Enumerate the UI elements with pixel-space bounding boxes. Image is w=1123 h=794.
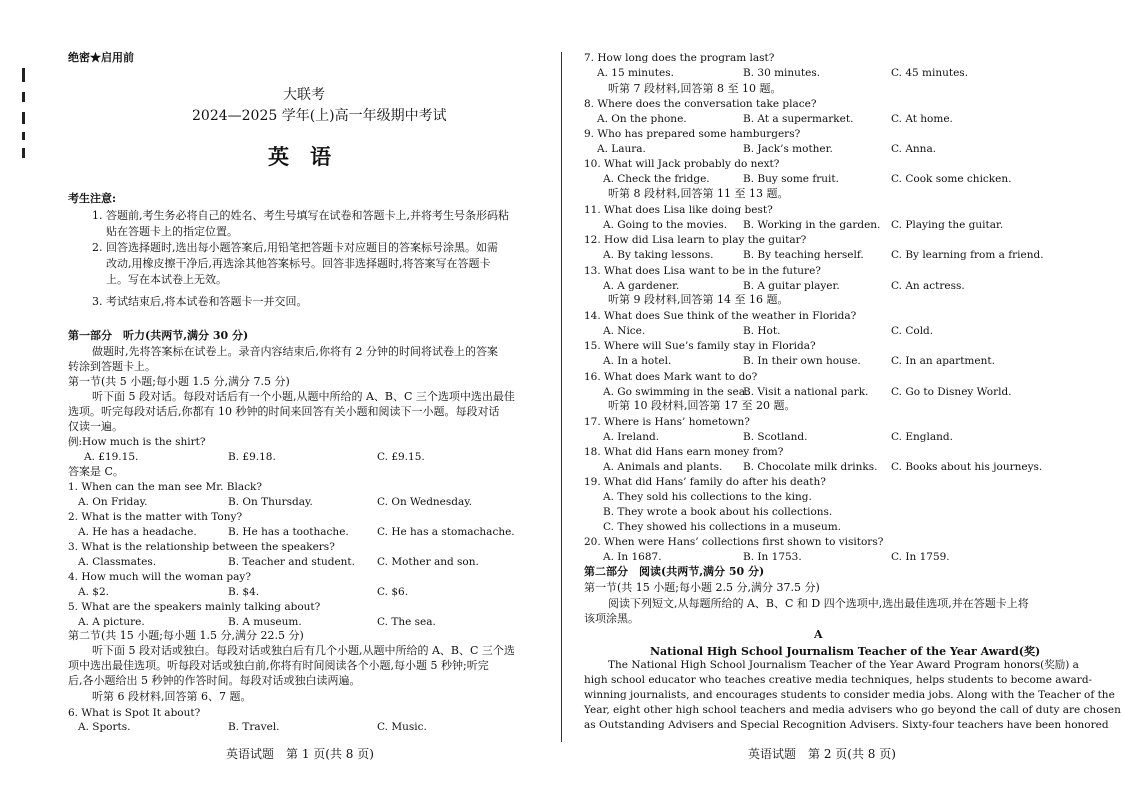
passage-line: The National High School Journalism Teacher of the Year Award Program honors(奖励) a <box>608 659 1079 671</box>
question: 17. Where is Hans’ hometown? <box>584 416 750 428</box>
exam-title: 2024—2025 学年(上)高一年级期中考试 <box>192 108 447 124</box>
question: 3. What is the relationship between the speakers? <box>68 541 335 553</box>
option-b: B. Buy some fruit. <box>743 173 839 185</box>
question: 5. What are the speakers mainly talking about? <box>68 601 321 613</box>
question: 4. How much will the woman pay? <box>68 571 251 583</box>
section1-desc: 仅读一遍。 <box>68 420 123 433</box>
part2-desc: 阅读下列短文,从每题所给的 A、B、C 和 D 四个选项中,选出最佳选项,并在答题卡上将 <box>608 597 1029 610</box>
notice-title: 考生注意: <box>68 192 117 205</box>
option-b: B. Scotland. <box>743 431 808 443</box>
binding-mark <box>22 112 25 124</box>
listen-instruction: 听第 6 段材料,回答第 6、7 题。 <box>92 690 252 703</box>
option-c: C. $6. <box>377 586 409 598</box>
option-a: A. In 1687. <box>603 551 662 563</box>
notice-line: 改动,用橡皮擦干净后,再选涂其他答案标号。回答非选择题时,将答案写在答题卡 <box>106 257 491 270</box>
section2-desc: 项中选出最佳选项。听每段对话或独白前,你将有时间阅读各个小题,每小题 5 秒钟;听完 <box>68 659 489 672</box>
option-a: A. On the phone. <box>597 113 687 125</box>
option-a: A. 15 minutes. <box>597 67 674 79</box>
section1-title: 第一节(共 5 小题;每小题 1.5 分,满分 7.5 分) <box>68 375 290 388</box>
passage-letter: A <box>814 628 823 641</box>
example-option: C. £9.15. <box>377 451 425 463</box>
passage-title: National High School Journalism Teacher of the Year Award(奖) <box>650 645 1041 658</box>
option-c: C. Anna. <box>891 143 937 155</box>
question: 7. How long does the program last? <box>584 52 775 64</box>
option-b: B. Hot. <box>743 325 781 337</box>
option-b: B. Chocolate milk drinks. <box>743 461 878 473</box>
section2-desc: 后,各小题给出 5 秒钟的作答时间。每段对话或独白读两遍。 <box>68 674 361 687</box>
option-c: C. An actress. <box>891 280 965 292</box>
option-a: A. Nice. <box>603 325 646 337</box>
listen-instruction: 听第 8 段材料,回答第 11 至 13 题。 <box>608 187 789 200</box>
notice-line: 3. 考试结束后,将本试卷和答题卡一并交回。 <box>92 295 308 308</box>
option-a: A. Check the fridge. <box>603 173 710 185</box>
option-b: B. On Thursday. <box>228 496 313 508</box>
question: 15. Where will Sue’s family stay in Florida? <box>584 340 816 352</box>
part1-desc: 转涂到答题卡上。 <box>68 360 156 373</box>
part2-section-title: 第一节(共 15 小题;每小题 2.5 分,满分 37.5 分) <box>584 581 820 594</box>
option-b: B. In 1753. <box>743 551 802 563</box>
passage-line: as Outstanding Advisers and Special Recognition Advisers. Sixty-four teachers have been honored <box>584 719 1109 731</box>
question: 12. How did Lisa learn to play the guitar? <box>584 234 807 246</box>
option-a: A. Sports. <box>78 721 131 733</box>
option-a: A. A gardener. <box>603 280 680 292</box>
example-answer: 答案是 C。 <box>68 465 124 478</box>
option-b: B. Visit a national park. <box>743 386 869 398</box>
option-c: C. Cook some chicken. <box>891 173 1012 185</box>
question: 13. What does Lisa want to be in the future? <box>584 265 821 277</box>
question: 16. What does Mark want to do? <box>584 371 758 383</box>
option-a: A. Laura. <box>597 143 646 155</box>
option-c: C. 45 minutes. <box>891 67 969 79</box>
option-c: C. Music. <box>377 721 427 733</box>
part1-title: 第一部分 听力(共两节,满分 30 分) <box>68 329 249 342</box>
question: 19. What did Hans’ family do after his death? <box>584 476 826 488</box>
page-footer: 英语试题 第 2 页(共 8 页) <box>748 747 896 761</box>
option-a: A. On Friday. <box>78 496 148 508</box>
option-a: A. By taking lessons. <box>603 249 714 261</box>
section2-desc: 听下面 5 段对话或独白。每段对话或独白后有几个小题,从题中所给的 A、B、C 三个选 <box>92 644 515 657</box>
example-option: A. £19.15. <box>84 451 139 463</box>
option-a: A. In a hotel. <box>603 355 672 367</box>
question: 10. What will Jack probably do next? <box>584 158 780 170</box>
subject-title: 英 语 <box>268 144 331 169</box>
option-b: B. Working in the garden. <box>743 219 881 231</box>
option-b: B. He has a toothache. <box>228 526 349 538</box>
option-c: C. Cold. <box>891 325 934 337</box>
option-b: B. A museum. <box>228 616 302 628</box>
option-c: C. Playing the guitar. <box>891 219 1004 231</box>
example-option: B. £9.18. <box>228 451 276 463</box>
option-b: B. Travel. <box>228 721 280 733</box>
notice-line: 上。写在本试卷上无效。 <box>106 273 227 286</box>
column-divider <box>561 52 562 742</box>
question: 1. When can the man see Mr. Black? <box>68 481 262 493</box>
question: 8. Where does the conversation take place? <box>584 98 817 110</box>
listen-instruction: 听第 9 段材料,回答第 14 至 16 题。 <box>608 293 789 306</box>
option-c: C. He has a stomachache. <box>377 526 515 538</box>
option-b: B. $4. <box>228 586 260 598</box>
option-b: B. They wrote a book about his collections. <box>603 506 833 518</box>
passage-line: high school educator who teaches creative media techniques, helps students to become award- <box>584 674 1093 686</box>
notice-line: 1. 答题前,考生务必将自己的姓名、考生号填写在试卷和答题卡上,并将考生号条形码粘 <box>92 209 509 222</box>
option-a: A. He has a headache. <box>78 526 197 538</box>
question: 2. What is the matter with Tony? <box>68 511 243 523</box>
question: 11. What does Lisa like doing best? <box>584 204 773 216</box>
example-question: 例:How much is the shirt? <box>68 436 206 448</box>
option-a: A. Classmates. <box>78 556 157 568</box>
option-a: A. A picture. <box>78 616 145 628</box>
option-c: C. Mother and son. <box>377 556 479 568</box>
option-c: C. In an apartment. <box>891 355 995 367</box>
section1-desc: 选项。听完每段对话后,你都有 10 秒钟的时间来回答有关小题和阅读下一小题。每段对话 <box>68 405 500 418</box>
part2-desc: 该项涂黑。 <box>584 612 639 625</box>
binding-mark <box>22 148 25 158</box>
option-c: C. They showed his collections in a museum. <box>603 521 841 533</box>
option-b: B. At a supermarket. <box>743 113 854 125</box>
option-a: A. Going to the movies. <box>603 219 728 231</box>
listen-instruction: 听第 7 段材料,回答第 8 至 10 题。 <box>608 82 782 95</box>
section2-title: 第二节(共 15 小题;每小题 1.5 分,满分 22.5 分) <box>68 629 304 642</box>
option-c: C. The sea. <box>377 616 436 628</box>
option-c: C. On Wednesday. <box>377 496 473 508</box>
question: 9. Who has prepared some hamburgers? <box>584 128 801 140</box>
secret-label: 绝密★启用前 <box>68 51 134 64</box>
option-c: C. Books about his journeys. <box>891 461 1043 473</box>
option-b: B. A guitar player. <box>743 280 840 292</box>
option-b: B. By teaching herself. <box>743 249 864 261</box>
binding-mark <box>22 132 25 140</box>
binding-mark <box>22 68 25 82</box>
option-a: A. Animals and plants. <box>603 461 723 473</box>
question: 20. When were Hans’ collections first shown to visitors? <box>584 536 884 548</box>
section1-desc: 听下面 5 段对话。每段对话后有一个小题,从题中所给的 A、B、C 三个选项中选出最佳 <box>92 390 515 403</box>
listen-instruction: 听第 10 段材料,回答第 17 至 20 题。 <box>608 399 796 412</box>
question: 6. What is Spot It about? <box>68 707 201 719</box>
option-b: B. In their own house. <box>743 355 861 367</box>
part1-desc: 做题时,先将答案标在试卷上。录音内容结束后,你将有 2 分钟的时间将试卷上的答案 <box>92 345 498 358</box>
option-c: C. England. <box>891 431 953 443</box>
notice-line: 2. 回答选择题时,选出每小题答案后,用铅笔把答题卡对应题目的答案标号涂黑。如需 <box>92 241 498 254</box>
option-c: C. Go to Disney World. <box>891 386 1012 398</box>
exam-org: 大联考 <box>283 87 325 103</box>
option-a: A. They sold his collections to the king. <box>603 491 812 503</box>
binding-mark <box>22 92 25 102</box>
option-a: A. Go swimming in the sea. <box>603 386 749 398</box>
option-b: B. Teacher and student. <box>228 556 355 568</box>
option-c: C. At home. <box>891 113 953 125</box>
option-a: A. Ireland. <box>603 431 660 443</box>
question: 18. What did Hans earn money from? <box>584 446 784 458</box>
option-b: B. 30 minutes. <box>743 67 821 79</box>
page-footer: 英语试题 第 1 页(共 8 页) <box>226 747 374 761</box>
option-b: B. Jack’s mother. <box>743 143 833 155</box>
option-a: A. $2. <box>78 586 109 598</box>
passage-line: Year, eight other high school teachers and media advisers who go beyond the call of duty are chosen <box>584 704 1121 716</box>
notice-line: 贴在答题卡上的指定位置。 <box>106 225 238 238</box>
question: 14. What does Sue think of the weather in Florida? <box>584 310 857 322</box>
part2-title: 第二部分 阅读(共两节,满分 50 分) <box>584 565 765 578</box>
passage-line: winning journalists, and encourages students to consider media jobs. Along with the Teacher of the <box>584 689 1115 701</box>
option-c: C. By learning from a friend. <box>891 249 1044 261</box>
option-c: C. In 1759. <box>891 551 950 563</box>
